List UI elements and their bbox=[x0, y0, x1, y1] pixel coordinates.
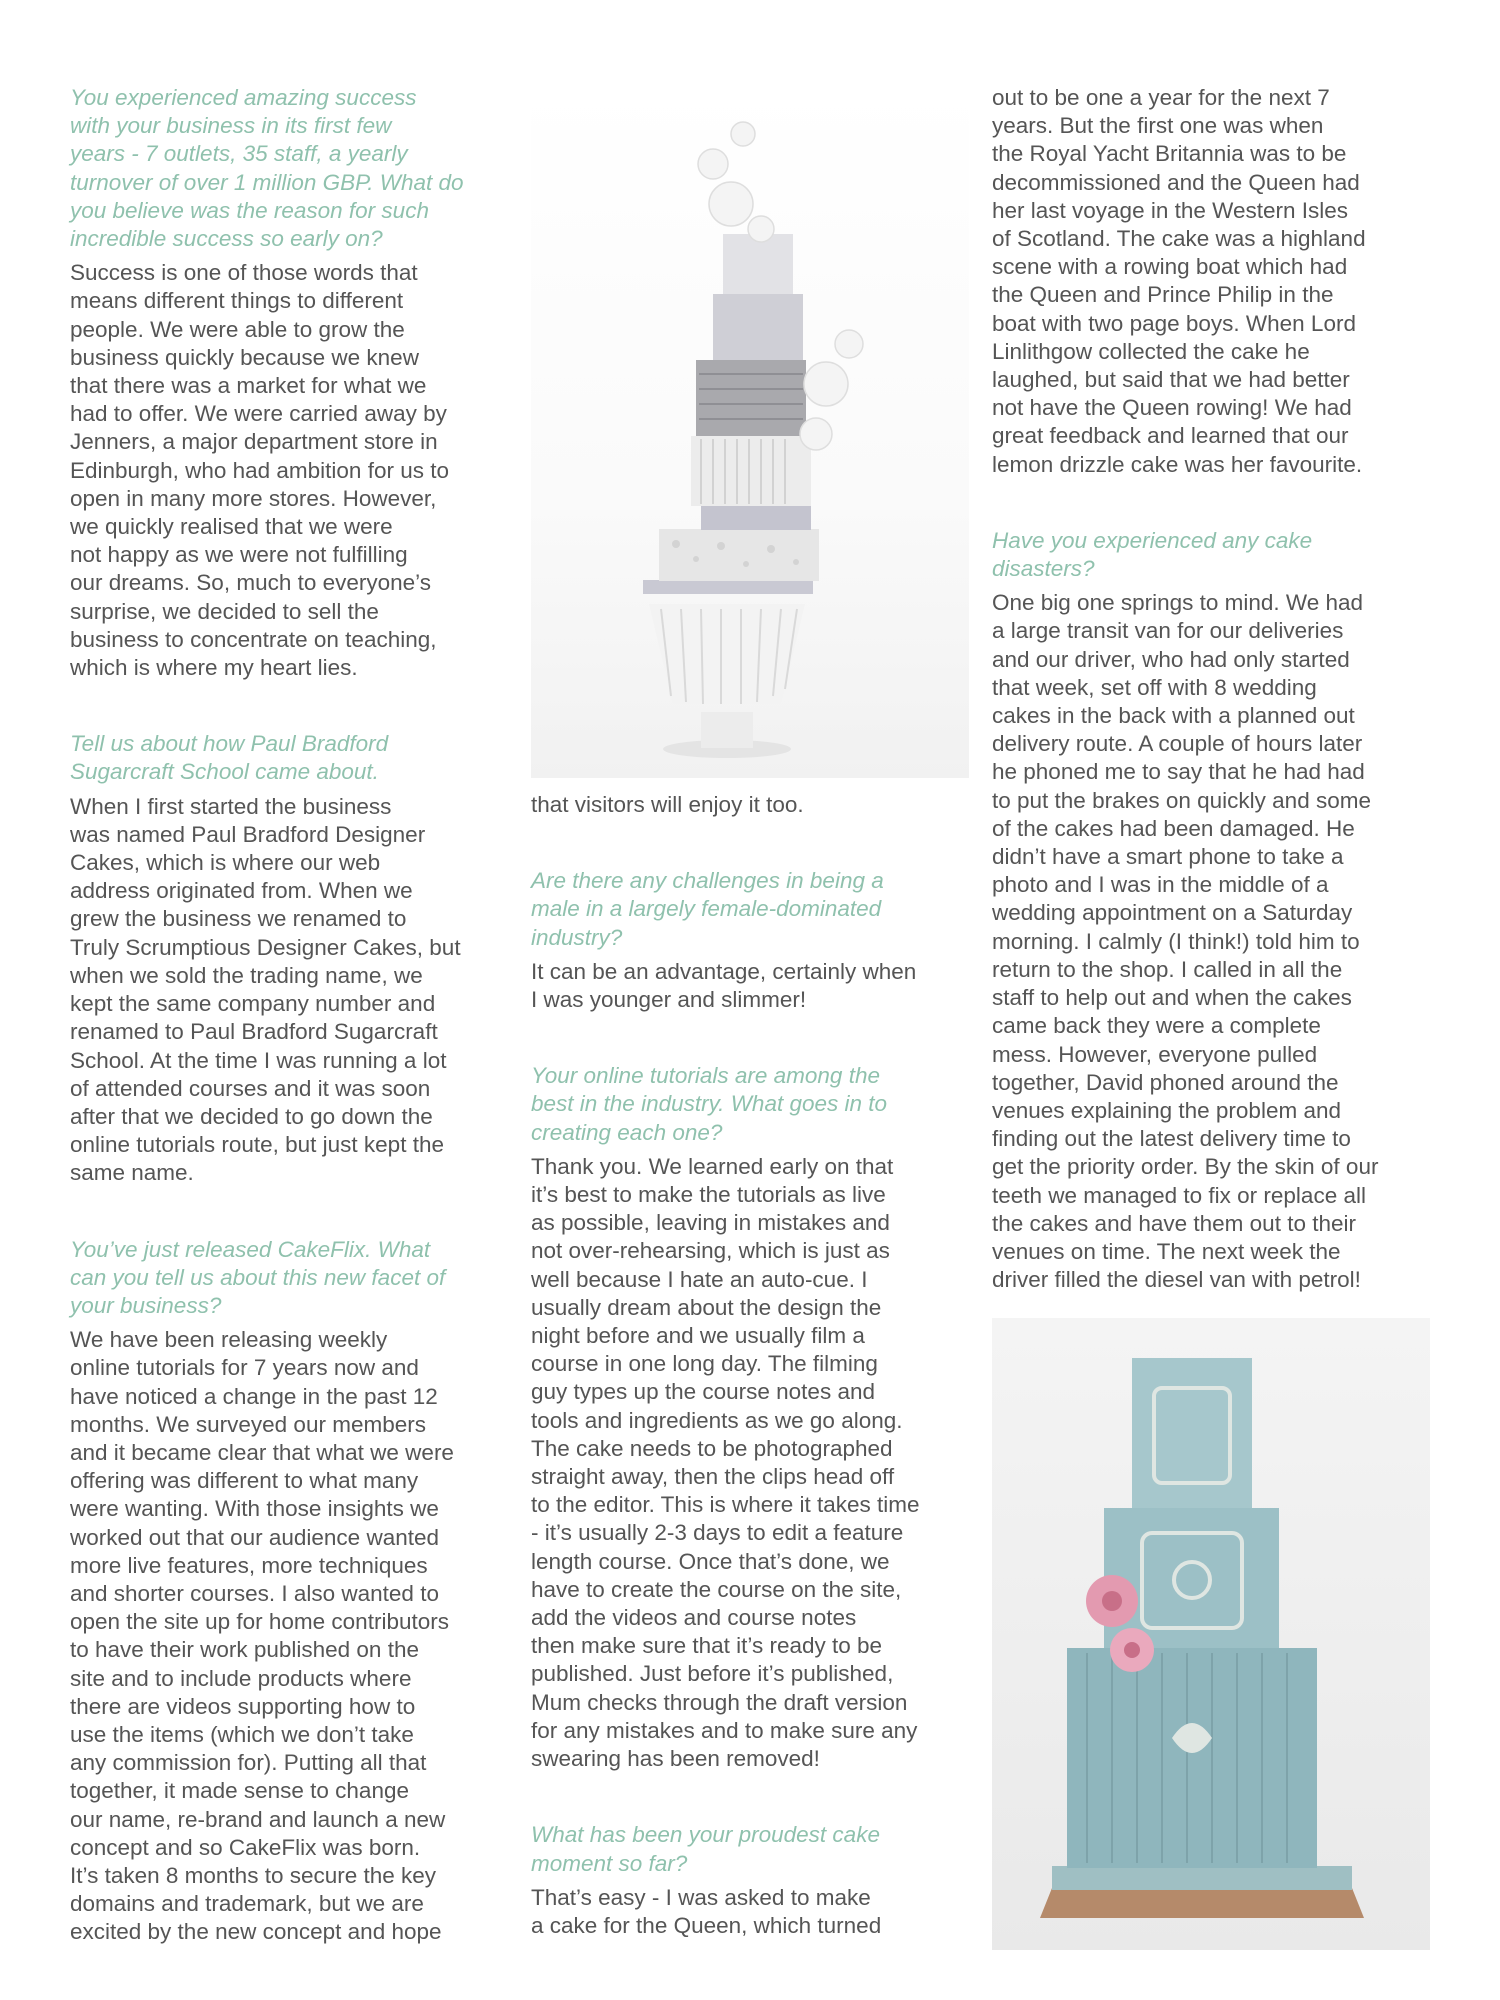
article-column-3 bbox=[992, 84, 1432, 1294]
interview-answer: that visitors will enjoy it too. bbox=[531, 792, 804, 817]
interview-answer: One big one springs to mind. We had a large transit van for our deliveries and our driver, who had only started that week, set off with 8 wedding cakes in the back with a planned out delivery route. A couple of hours later he phoned me to say that he had had to put the brakes on quickly and some of the cakes had been damaged. He didn’t have a smart phone to take a photo and I was in the middle of a wedding appointment on a Saturday morning. I calmly (I think!) told him to return to the shop. I called in all the staff to help out and when the cakes came back they were a complete mess. However, everyone pulled together, David phoned around the venues explaining the problem and finding out the latest delivery time to get the priority order. By the skin of our teeth we managed to fix or replace all the cakes and have them out to their venues on time. The next week the driver filled the diesel van with petrol! bbox=[992, 590, 1379, 1293]
blue-cake-illustration bbox=[992, 1318, 1430, 1950]
article-column-2 bbox=[531, 791, 971, 1940]
interview-question: You’ve just released CakeFlix. What can you tell us about this new facet of your business? bbox=[70, 1236, 446, 1318]
interview-answer: When I first started the business was named Paul Bradford Designer Cakes, which is where our web address originated from. When we grew the business we renamed to Truly Scrumptious Designer Cakes, but when we sold the trading name, we kept the same company number and renamed to Paul Bradford Sugarcraft School. At the time I was running a lot of attended courses and it was soon after that we decided to go down the online tutorials route, but just kept the same name. bbox=[70, 793, 461, 1186]
white-cake-illustration bbox=[531, 84, 969, 778]
interview-answer: It can be an advantage, certainly when I was younger and slimmer! bbox=[531, 958, 917, 1013]
interview-question: You experienced amazing success with your business in its first few years - 7 outlets, 35 staff, a yearly turnover of over 1 million GBP. What do you believe was the reason for such incredible success so early on? bbox=[70, 85, 464, 252]
interview-question: What has been your proudest cake moment so far? bbox=[531, 1822, 880, 1876]
interview-question: Tell us about how Paul Bradford Sugarcraft School came about. bbox=[70, 731, 389, 785]
white-wedding-cake-photo bbox=[531, 84, 969, 778]
article-column-1 bbox=[70, 84, 510, 1947]
interview-answer: out to be one a year for the next 7 years. But the first one was when the Royal Yacht Britannia was to be decommissioned and the Queen had her last voyage in the Western Isles of Scotland. The cake was a highland scene with a rowing boat which had the Queen and Prince Philip in the boat with two page boys. When Lord Linlithgow collected the cake he laughed, but said that we had better not have the Queen rowing! We had great feedback and learned that our lemon drizzle cake was her favourite. bbox=[992, 85, 1366, 477]
blue-square-cake-photo bbox=[992, 1318, 1430, 1950]
interview-question: Your online tutorials are among the best in the industry. What goes in to creating each one? bbox=[531, 1063, 888, 1145]
interview-answer: We have been releasing weekly online tutorials for 7 years now and have noticed a change in the past 12 months. We surveyed our members and it became clear that what we were offering was different to what many were wanting. With those insights we worked out that our audience wanted more live features, more techniques and shorter courses. I also wanted to open the site up for home contributors to have their work published on the site and to include products where there are videos supporting how to use the items (which we don’t take any commission for). Putting all that together, it made sense to change our name, re-brand and launch a new concept and so CakeFlix was born. It’s taken 8 months to secure the key domains and trademark, but we are excited by the new concept and hope bbox=[70, 1327, 454, 1945]
interview-answer: That’s easy - I was asked to make a cake for the Queen, which turned bbox=[531, 1884, 882, 1938]
interview-answer: Success is one of those words that means different things to different people. We were able to grow the business quickly because we knew that there was a market for what we had to offer. We were carried away by Jenners, a major department store in Edinburgh, who had ambition for us to open in many more stores. However, we quickly realised that we were not happy as we were not fulfilling our dreams. So, much to everyone’s surprise, we decided to sell the business to concentrate on teaching, which is where my heart lies. bbox=[70, 260, 449, 681]
interview-question: Have you experienced any cake disasters? bbox=[992, 527, 1313, 582]
interview-question: Are there any challenges in being a male in a largely female-dominated industry? bbox=[531, 868, 884, 950]
interview-answer: Thank you. We learned early on that it’s best to make the tutorials as live as possible, leaving in mistakes and not over-rehearsing, which is just as well because I hate an auto-cue. I usually dream about the design the night before and we usually film a course in one long day. The filming guy types up the course notes and tools and ingredients as we go along. The cake needs to be photographed straight away, then the clips head off to the editor. This is where it takes time - it’s usually 2-3 days to edit a feature length course. Once that’s done, we have to create the course on the site, add the videos and course notes then make sure that it’s ready to be published. Just before it’s published, Mum checks through the draft version for any mistakes and to make sure any swearing has been removed! bbox=[531, 1153, 920, 1772]
